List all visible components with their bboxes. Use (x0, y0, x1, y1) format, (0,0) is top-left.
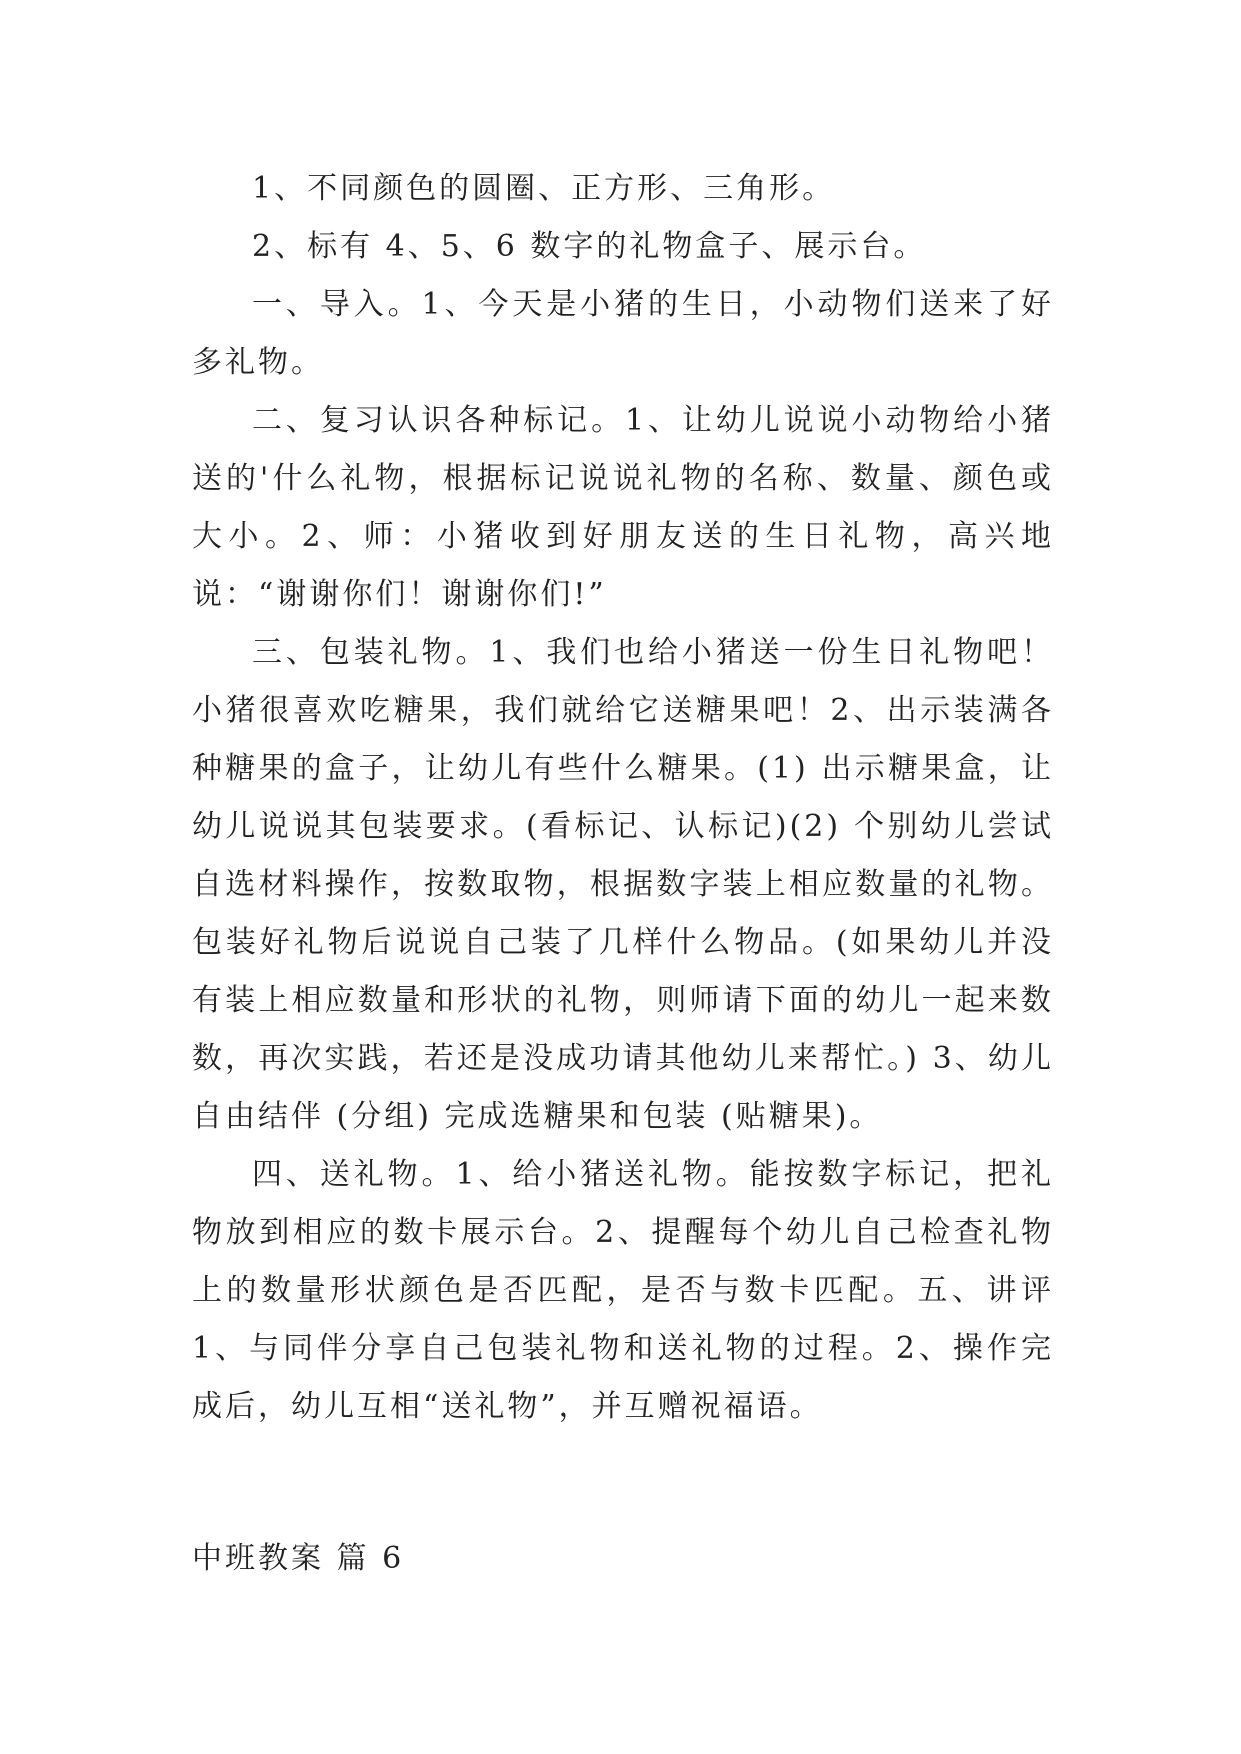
paragraph-materials-1: 1、不同颜色的圆圈、正方形、三角形。 (252, 171, 836, 206)
paragraph-materials-2: 2、标有 4、5、6 数字的礼物盒子、展示台。 (252, 229, 927, 264)
document-body (192, 160, 1054, 1436)
paragraph-review-marks: 二、复习认识各种标记。1、让幼儿说说小动物给小猪送的'什么礼物，根据标记说说礼物的名称、数量、颜色或大小。2、师：小猪收到好朋友送的生日礼物，高兴地说：“谢谢你们！谢谢你们!” (192, 403, 1054, 612)
paragraph-wrap-gifts: 三、包装礼物。1、我们也给小猪送一份生日礼物吧！小猪很喜欢吃糖果，我们就给它送糖果吧！2、出示装满各种糖果的盒子，让幼儿有些什么糖果。(1) 出示糖果盒，让幼儿说说其包装要求。(看标记、认标记)(2) 个别幼儿尝试自选材料操作，按数取物，根据数字装上相应数量的礼物。包装好礼物后说说自己装了几样什么物品。(如果幼儿并没有装上相应数量和形状的礼物，则师请下面的幼儿一起来数数，再次实践，若还是没成功请其他幼儿来帮忙。) 3、幼儿自由结伴 (分组) 完成选糖果和包装 (贴糖果)。 (192, 635, 1054, 1134)
paragraph-give-gifts: 四、送礼物。1、给小猪送礼物。能按数字标记，把礼物放到相应的数卡展示台。2、提醒每个幼儿自己检查礼物上的数量形状颜色是否匹配，是否与数卡匹配。五、讲评 1、与同伴分享自己包装礼物和送礼物的过程。2、操作完成后，幼儿互相“送礼物”，并互赠祝福语。 (192, 1157, 1054, 1424)
paragraph-intro: 一、导入。1、今天是小猪的生日，小动物们送来了好多礼物。 (192, 287, 1054, 380)
section-title: 中班教案 篇 6 (192, 1541, 405, 1576)
